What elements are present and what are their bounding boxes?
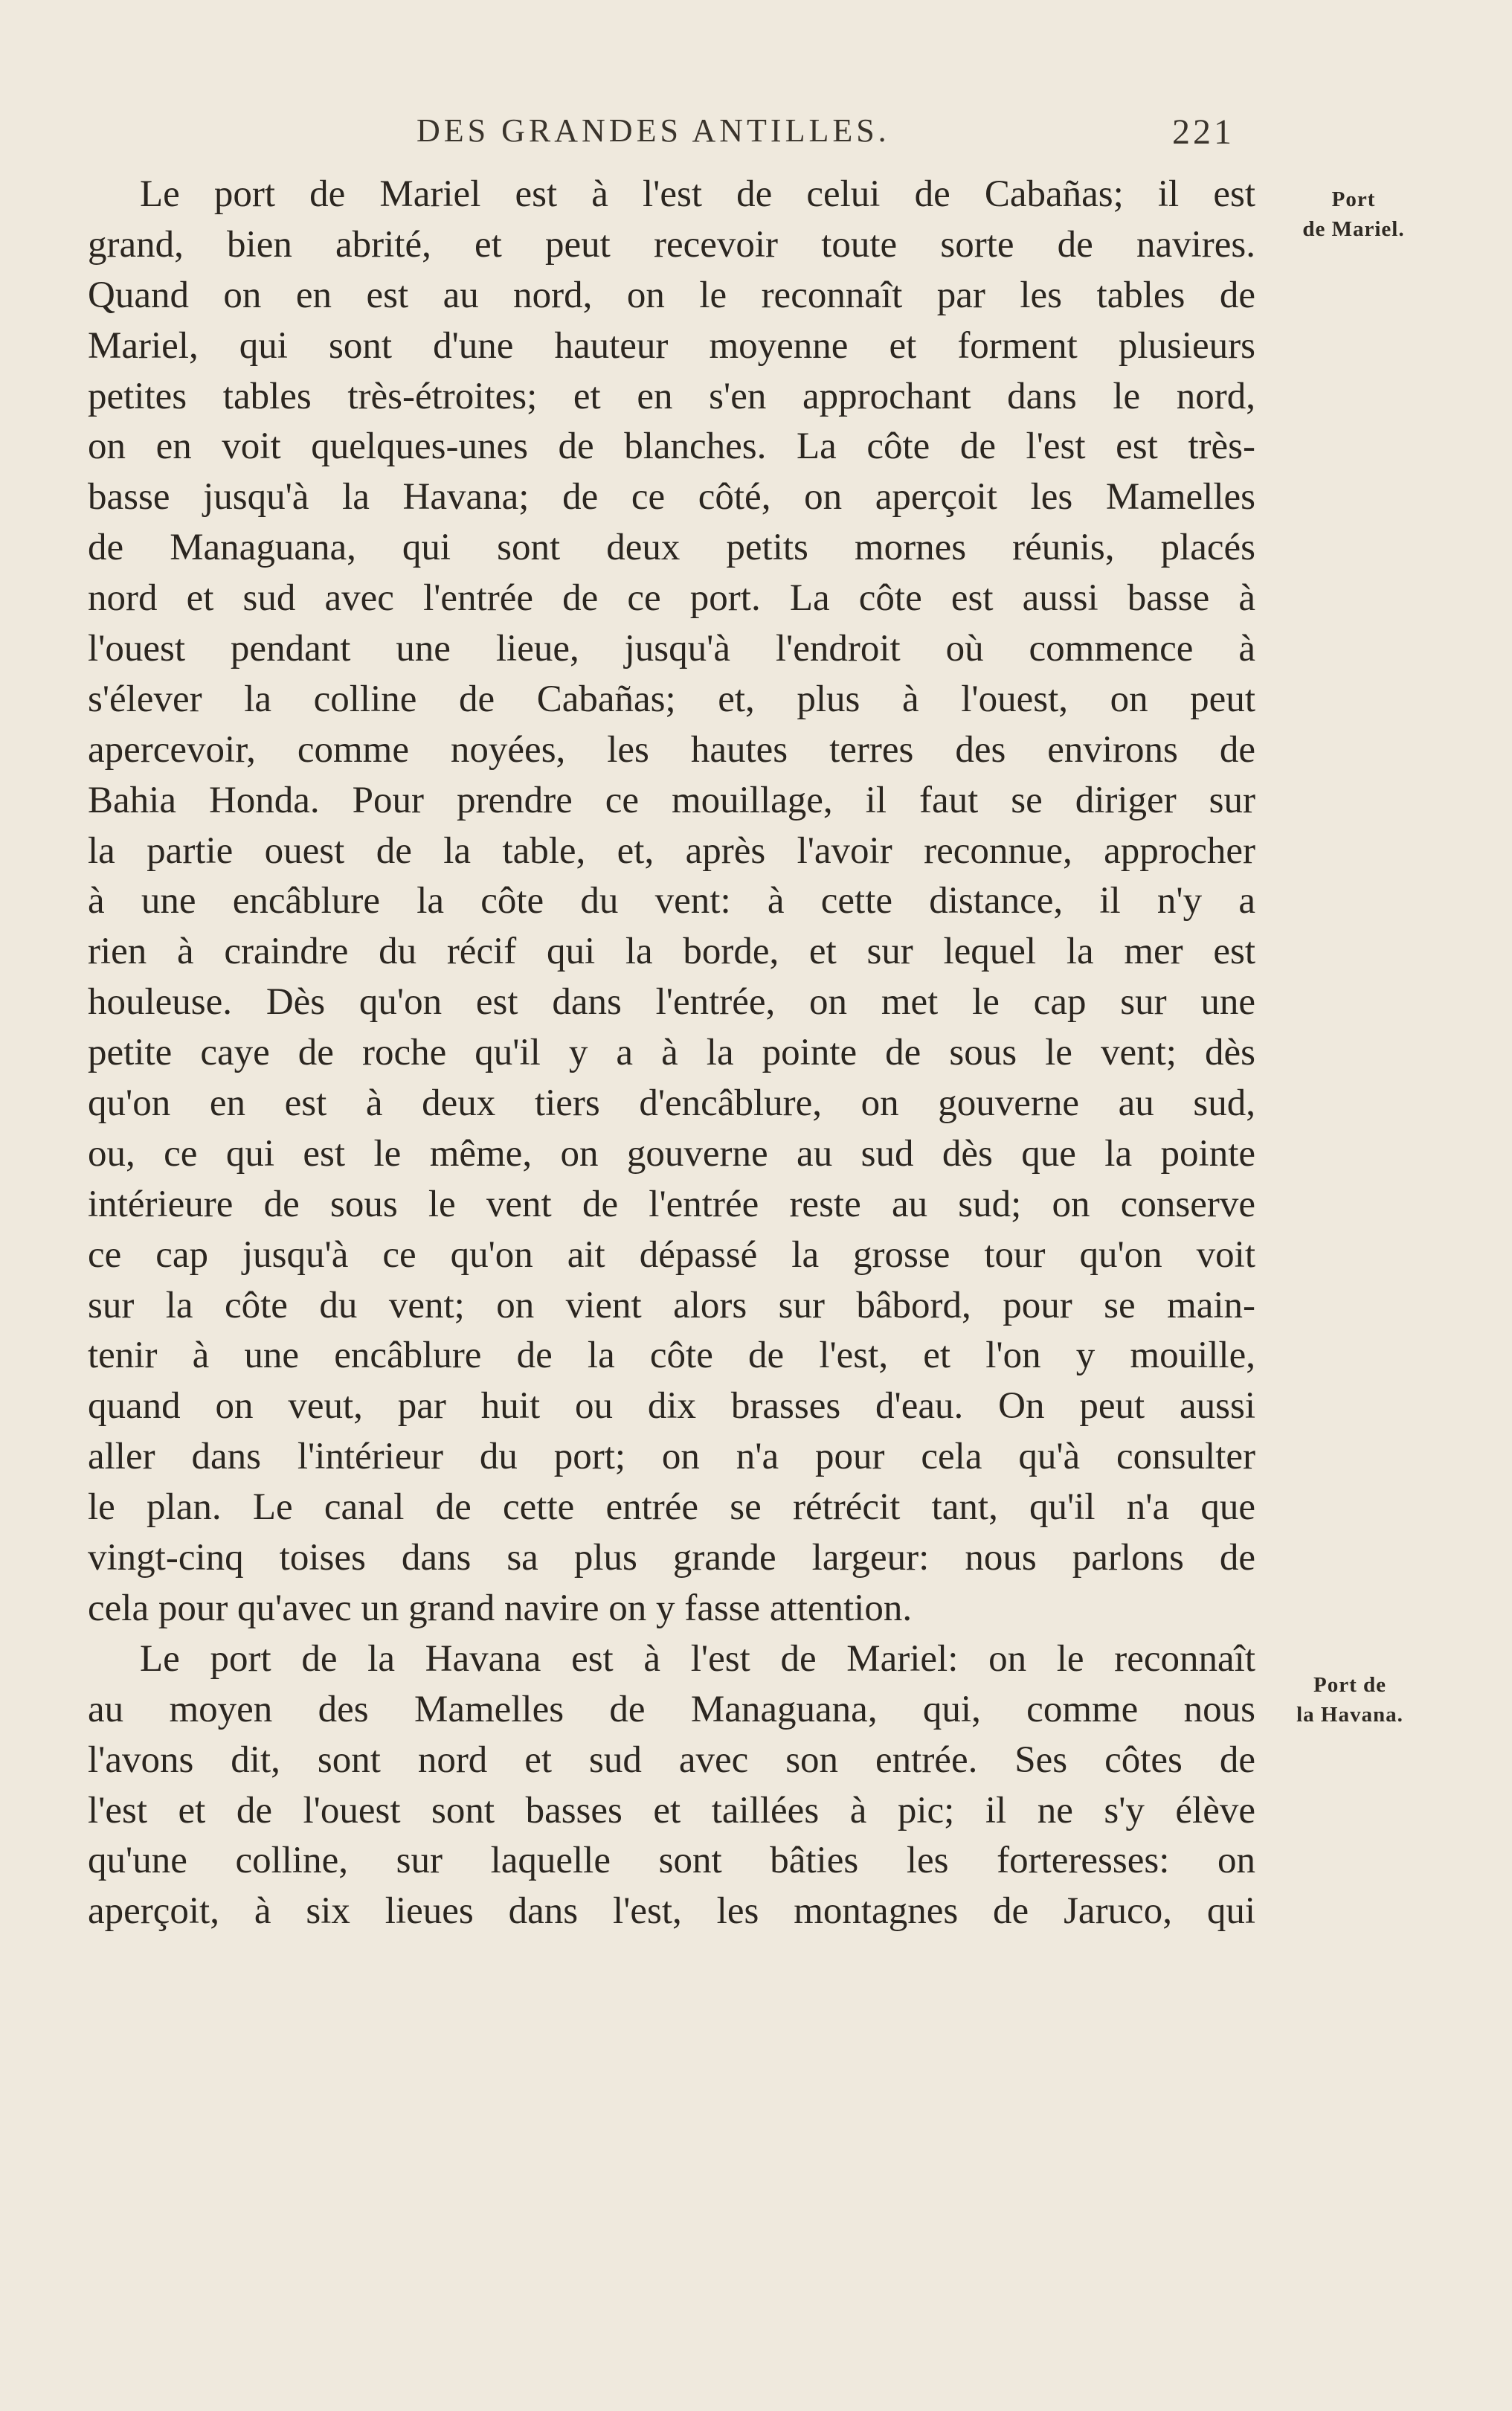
text-line: ou, ce qui est le même, on gouverne au sud dès que la pointe [88, 1132, 1255, 1175]
text-line: Le port de Mariel est à l'est de celui de Cabañas; il est [140, 173, 1255, 215]
text-line: la partie ouest de la table, et, après l'avoir reconnue, approcher [88, 829, 1255, 872]
text-line: Mariel, qui sont d'une hauteur moyenne et forment plusieurs [88, 324, 1255, 367]
marginal-note-line: de Mariel. [1302, 217, 1405, 241]
body-text [88, 170, 1255, 1937]
text-line: petite caye de roche qu'il y a à la pointe de sous le vent; dès [88, 1032, 1255, 1074]
text-line: de Managuana, qui sont deux petits mornes réunis, placés [88, 527, 1255, 569]
page-header [416, 112, 1235, 164]
marginal-note-line: la Havana. [1296, 1703, 1403, 1727]
text-line: tenir à une encâblure de la côte de l'est, et l'on y mouille, [88, 1335, 1255, 1377]
text-line: à une encâblure la côte du vent: à cette distance, il n'y a [88, 880, 1255, 922]
text-line: nord et sud avec l'entrée de ce port. La côte est aussi basse à [88, 577, 1255, 620]
text-line: Bahia Honda. Pour prendre ce mouillage, il faut se diriger sur [88, 779, 1255, 821]
text-line: intérieure de sous le vent de l'entrée reste au sud; on conserve [88, 1183, 1255, 1225]
text-line: qu'on en est à deux tiers d'encâblure, on gouverne au sud, [88, 1082, 1255, 1125]
text-line: quand on veut, par huit ou dix brasses d'eau. On peut aussi [88, 1385, 1255, 1428]
text-line: au moyen des Mamelles de Managuana, qui, comme nous [88, 1688, 1255, 1730]
paragraph-port-havana [88, 1634, 1255, 1937]
text-line: cela pour qu'avec un grand navire on y fasse attention. [88, 1587, 913, 1629]
text-line: apercevoir, comme noyées, les hautes terres des environs de [88, 728, 1255, 771]
text-line: s'élever la colline de Cabañas; et, plus à l'ouest, on peut [88, 678, 1255, 720]
page-number: 221 [1172, 112, 1235, 152]
text-line: l'est et de l'ouest sont basses et taillées à pic; il ne s'y élève [88, 1789, 1255, 1831]
text-line: qu'une colline, sur laquelle sont bâties les forteresses: on [88, 1840, 1255, 1882]
running-title: DES GRANDES ANTILLES. [416, 112, 890, 149]
text-line: Quand on en est au nord, on le reconnaît par les tables de [88, 274, 1255, 316]
paragraph-port-mariel [88, 170, 1255, 1634]
text-line: le plan. Le canal de cette entrée se rétrécit tant, qu'il n'a que [88, 1486, 1255, 1529]
marginal-note-line: Port [1331, 187, 1376, 211]
marginal-note-port-havana [1275, 1670, 1424, 1730]
text-line: petites tables très-étroites; et en s'en approchant dans le nord, [88, 375, 1255, 417]
text-line: aller dans l'intérieur du port; on n'a pour cela qu'à consulter [88, 1436, 1255, 1478]
text-line: basse jusqu'à la Havana; de ce côté, on aperçoit les Mamelles [88, 476, 1255, 519]
text-line: l'ouest pendant une lieue, jusqu'à l'endroit où commence à [88, 628, 1255, 670]
marginal-note-line: Port de [1313, 1673, 1386, 1697]
marginal-note-port-mariel [1279, 184, 1428, 244]
text-line: Le port de la Havana est à l'est de Mariel: on le reconnaît [140, 1637, 1255, 1680]
text-line: ce cap jusqu'à ce qu'on ait dépassé la grosse tour qu'on voit [88, 1233, 1255, 1276]
text-line: on en voit quelques-unes de blanches. La côte de l'est est très- [88, 426, 1255, 468]
text-line: aperçoit, à six lieues dans l'est, les montagnes de Jaruco, qui [88, 1890, 1255, 1933]
text-line: l'avons dit, sont nord et sud avec son entrée. Ses côtes de [88, 1739, 1255, 1781]
text-line: vingt-cinq toises dans sa plus grande largeur: nous parlons de [88, 1537, 1255, 1579]
text-line: houleuse. Dès qu'on est dans l'entrée, on met le cap sur une [88, 981, 1255, 1024]
text-line: grand, bien abrité, et peut recevoir toute sorte de navires. [88, 223, 1255, 266]
text-line: rien à craindre du récif qui la borde, et sur lequel la mer est [88, 931, 1255, 973]
text-line: sur la côte du vent; on vient alors sur bâbord, pour se main- [88, 1284, 1255, 1326]
